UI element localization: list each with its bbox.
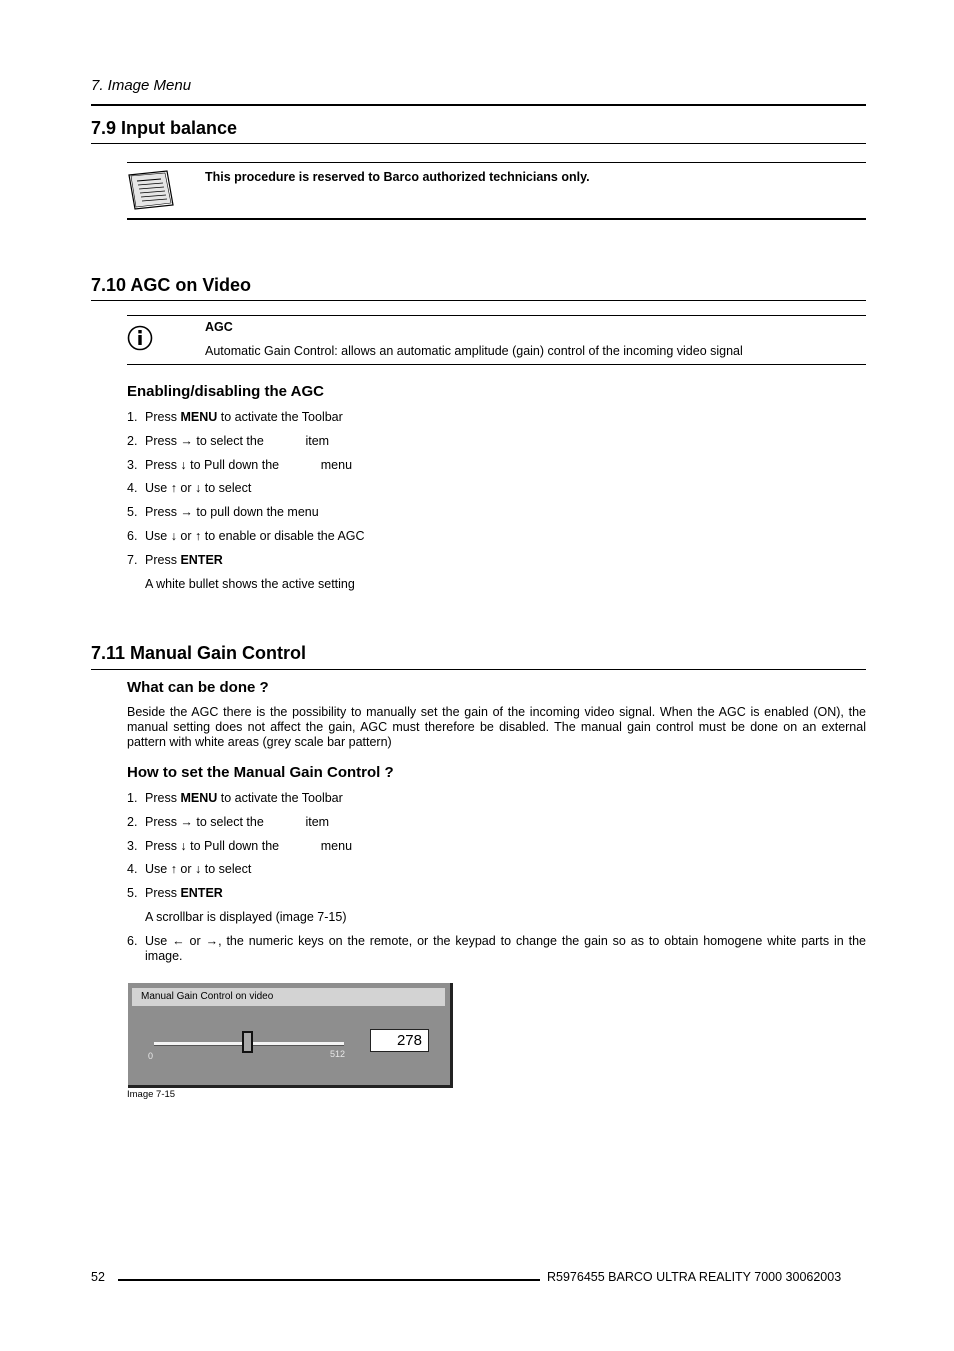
note-top-rule <box>127 162 866 163</box>
step-number: 5. <box>127 505 138 520</box>
step-item <box>127 934 866 964</box>
step-number: 1. <box>127 410 138 424</box>
info-term: AGC <box>205 320 233 334</box>
step-text: Use ↑ or ↓ to select <box>145 862 252 877</box>
step-number: 4. <box>127 481 138 496</box>
step-number: 7. <box>127 552 138 567</box>
step-item <box>127 886 223 900</box>
step-item <box>127 505 319 519</box>
section-rule <box>91 300 866 301</box>
dialog-title: Manual Gain Control on video <box>132 988 445 1006</box>
step-text: Use ↑ or ↓ to select <box>145 481 252 496</box>
step-text: Press → to select the item <box>145 433 330 448</box>
step-item <box>127 815 329 829</box>
step-item <box>127 839 352 853</box>
step-item <box>127 434 329 448</box>
step-item <box>127 862 251 876</box>
step-text: to activate the Toolbar <box>217 791 343 805</box>
description-paragraph: Beside the AGC there is the possibility to manually set the gain of the incoming video signal. When the AGC is enabled (ON), the manual setting does not affect the gain, AGC must therefore be disabled. The manual gain control must be done on an external pattern with white areas (grey scale bar pattern) <box>127 705 866 749</box>
slider-min-label: 0 <box>148 1051 154 1061</box>
manual-gain-dialog <box>128 983 453 1088</box>
step-text: Use ← or →, the numeric keys on the remote, or the keypad to change the gain so as to obtain homogene white parts in the image. <box>145 934 866 963</box>
info-definition: Automatic Gain Control: allows an automatic amplitude (gain) control of the incoming video signal <box>205 344 743 358</box>
step-item <box>127 481 251 495</box>
step-number: 2. <box>127 814 138 829</box>
step-text: to activate the Toolbar <box>217 410 343 424</box>
step-number: 4. <box>127 862 138 877</box>
step-result: A white bullet shows the active setting <box>145 577 355 591</box>
step-item <box>127 553 223 567</box>
slider-max-label: 512 <box>330 1049 346 1059</box>
document-reference: R5976455 BARCO ULTRA REALITY 7000 30062003 <box>547 1270 842 1284</box>
step-text: Press <box>145 552 181 567</box>
section-rule <box>91 143 866 144</box>
step-item <box>127 791 343 805</box>
info-bottom-rule <box>127 364 866 365</box>
step-text: Press <box>145 410 181 424</box>
step-text: Press <box>145 886 181 901</box>
subheading-how-to-set: How to set the Manual Gain Control ? <box>127 764 394 781</box>
gain-value-field[interactable]: 278 <box>370 1029 429 1052</box>
section-7-11-title: 7.11 Manual Gain Control <box>91 643 307 663</box>
step-text: Press <box>145 791 181 805</box>
step-text: Use ↓ or ↑ to enable or disable the AGC <box>145 529 365 543</box>
step-item <box>127 529 365 543</box>
step-key: MENU <box>180 791 218 805</box>
step-number: 2. <box>127 433 138 448</box>
step-number: 6. <box>127 529 138 543</box>
subheading-enable-agc: Enabling/disabling the AGC <box>127 383 324 400</box>
step-text: Press ↓ to Pull down the menu <box>145 838 353 853</box>
note-document-icon <box>127 169 175 216</box>
step-key: ENTER <box>180 886 223 901</box>
step-text: Press → to select the item <box>145 814 330 829</box>
step-number: 1. <box>127 791 138 805</box>
note-text: This procedure is reserved to Barco authorized technicians only. <box>205 170 590 184</box>
step-result: A scrollbar is displayed (image 7-15) <box>145 910 347 924</box>
step-number: 3. <box>127 838 138 853</box>
step-number: 6. <box>127 934 138 948</box>
step-item <box>127 410 343 424</box>
step-item <box>127 458 352 472</box>
info-top-rule <box>127 315 866 316</box>
step-key: MENU <box>180 410 218 424</box>
page-number: 52 <box>91 1270 105 1284</box>
image-caption: Image 7-15 <box>127 1089 176 1100</box>
note-bottom-rule <box>127 218 866 220</box>
info-icon <box>127 325 153 356</box>
step-text: Press ↓ to Pull down the menu <box>145 457 353 472</box>
footer-rule <box>118 1279 540 1281</box>
step-text: Press → to pull down the menu <box>145 505 319 520</box>
subheading-what-can-be-done: What can be done ? <box>127 679 269 696</box>
step-key: ENTER <box>180 552 223 567</box>
header-rule <box>91 104 866 106</box>
section-rule <box>91 669 866 670</box>
step-number: 5. <box>127 886 138 901</box>
section-7-9-title: 7.9 Input balance <box>91 118 238 138</box>
chapter-header: 7. Image Menu <box>91 77 192 94</box>
section-7-10-title: 7.10 AGC on Video <box>91 275 252 295</box>
gain-slider-thumb[interactable] <box>242 1031 253 1053</box>
step-number: 3. <box>127 457 138 472</box>
